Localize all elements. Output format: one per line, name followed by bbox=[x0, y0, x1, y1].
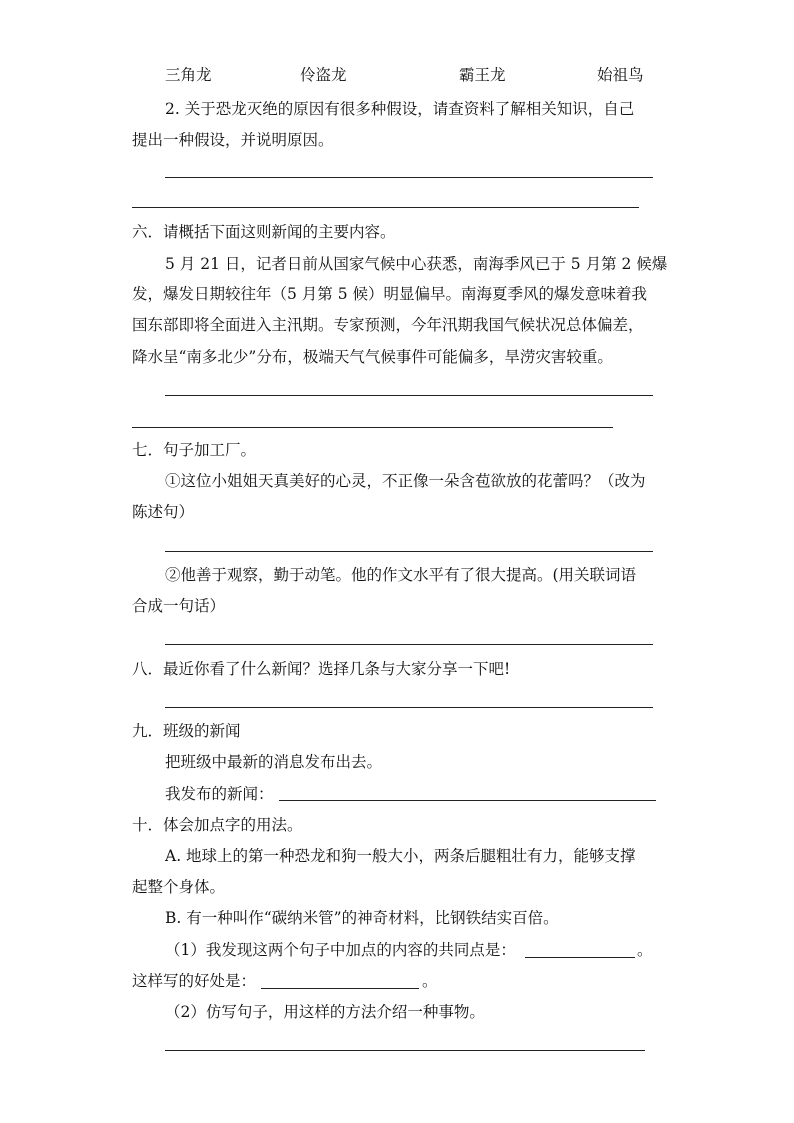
section-9-heading: 九．班级的新闻 bbox=[132, 722, 241, 740]
sentence-item-1-line-2: 陈述句） bbox=[132, 503, 195, 521]
blank-benefit[interactable] bbox=[261, 988, 419, 989]
news-paragraph-line: 5 月 21 日，记者日前从国家气候中心获悉，南海季风已于 5 月第 2 候爆 bbox=[165, 255, 668, 273]
section-9-instruction: 把班级中最新的消息发布出去。 bbox=[165, 753, 383, 771]
dino-name-archaeopteryx: 始祖鸟 bbox=[597, 66, 644, 84]
section-8-heading: 八．最近你看了什么新闻？选择几条与大家分享一下吧! bbox=[132, 660, 511, 678]
blank-common-point[interactable] bbox=[525, 957, 635, 958]
question-2-imitate: （2）仿写句子，用这样的方法介绍一种事物。 bbox=[165, 1003, 485, 1021]
sentence-item-1-line-1: ①这位小姐姐天真美好的心灵，不正像一朵含苞欲放的花蕾吗？（改为 bbox=[165, 472, 646, 490]
answer-line[interactable] bbox=[165, 395, 653, 396]
answer-line[interactable] bbox=[165, 644, 653, 645]
section-10-heading: 十．体会加点字的用法。 bbox=[132, 816, 303, 834]
answer-line[interactable] bbox=[132, 207, 639, 208]
news-prompt-label: 我发布的新闻： bbox=[165, 785, 274, 803]
sentence-b-line-1: B. 有一种叫作“碳纳米管”的神奇材料，比钢铁结实百倍。 bbox=[165, 909, 559, 927]
dino-name-tyrannosaurus: 霸王龙 bbox=[459, 66, 506, 84]
answer-line[interactable] bbox=[132, 427, 613, 428]
answer-line[interactable] bbox=[165, 707, 653, 708]
question-1-period: 。 bbox=[637, 941, 653, 959]
news-paragraph-line: 发，爆发日期较往年（5 月第 5 候）明显偏早。南海夏季风的爆发意味着我 bbox=[132, 285, 648, 303]
answer-line[interactable] bbox=[165, 551, 653, 552]
question-2-line-1: 2. 关于恐龙灭绝的原因有很多种假设，请查资料了解相关知识，自己 bbox=[165, 100, 635, 118]
sentence-item-2-line-2: 合成一句话） bbox=[132, 597, 226, 615]
sentence-item-2-line-1: ②他善于观察，勤于动笔。他的作文水平有了很大提高。(用关联词语 bbox=[165, 566, 637, 584]
answer-line[interactable] bbox=[165, 177, 653, 178]
question-1-label: （1）我发现这两个句子中加点的内容的共同点是： bbox=[165, 941, 516, 959]
sentence-a-line-2: 起整个身体。 bbox=[132, 878, 226, 896]
section-6-heading: 六．请概括下面这则新闻的主要内容。 bbox=[132, 223, 396, 241]
answer-line[interactable] bbox=[165, 1050, 645, 1051]
news-answer-line[interactable] bbox=[279, 800, 656, 801]
benefit-period: 。 bbox=[422, 972, 438, 990]
dino-name-velociraptor: 伶盗龙 bbox=[300, 66, 347, 84]
section-7-heading: 七．句子加工厂。 bbox=[132, 441, 257, 459]
dino-name-triceratops: 三角龙 bbox=[165, 66, 212, 84]
news-paragraph-line: 降水呈“南多北少”分布，极端天气气候事件可能偏多，旱涝灾害较重。 bbox=[132, 348, 613, 366]
sentence-a-line-1: A. 地球上的第一种恐龙和狗一般大小，两条后腿粗壮有力，能够支撑 bbox=[165, 847, 636, 865]
benefit-label: 这样写的好处是： bbox=[132, 972, 257, 990]
question-2-line-2: 提出一种假设，并说明原因。 bbox=[132, 131, 334, 149]
news-paragraph-line: 国东部即将全面进入主汛期。专家预测，今年汛期我国气候状况总体偏差， bbox=[132, 316, 644, 334]
